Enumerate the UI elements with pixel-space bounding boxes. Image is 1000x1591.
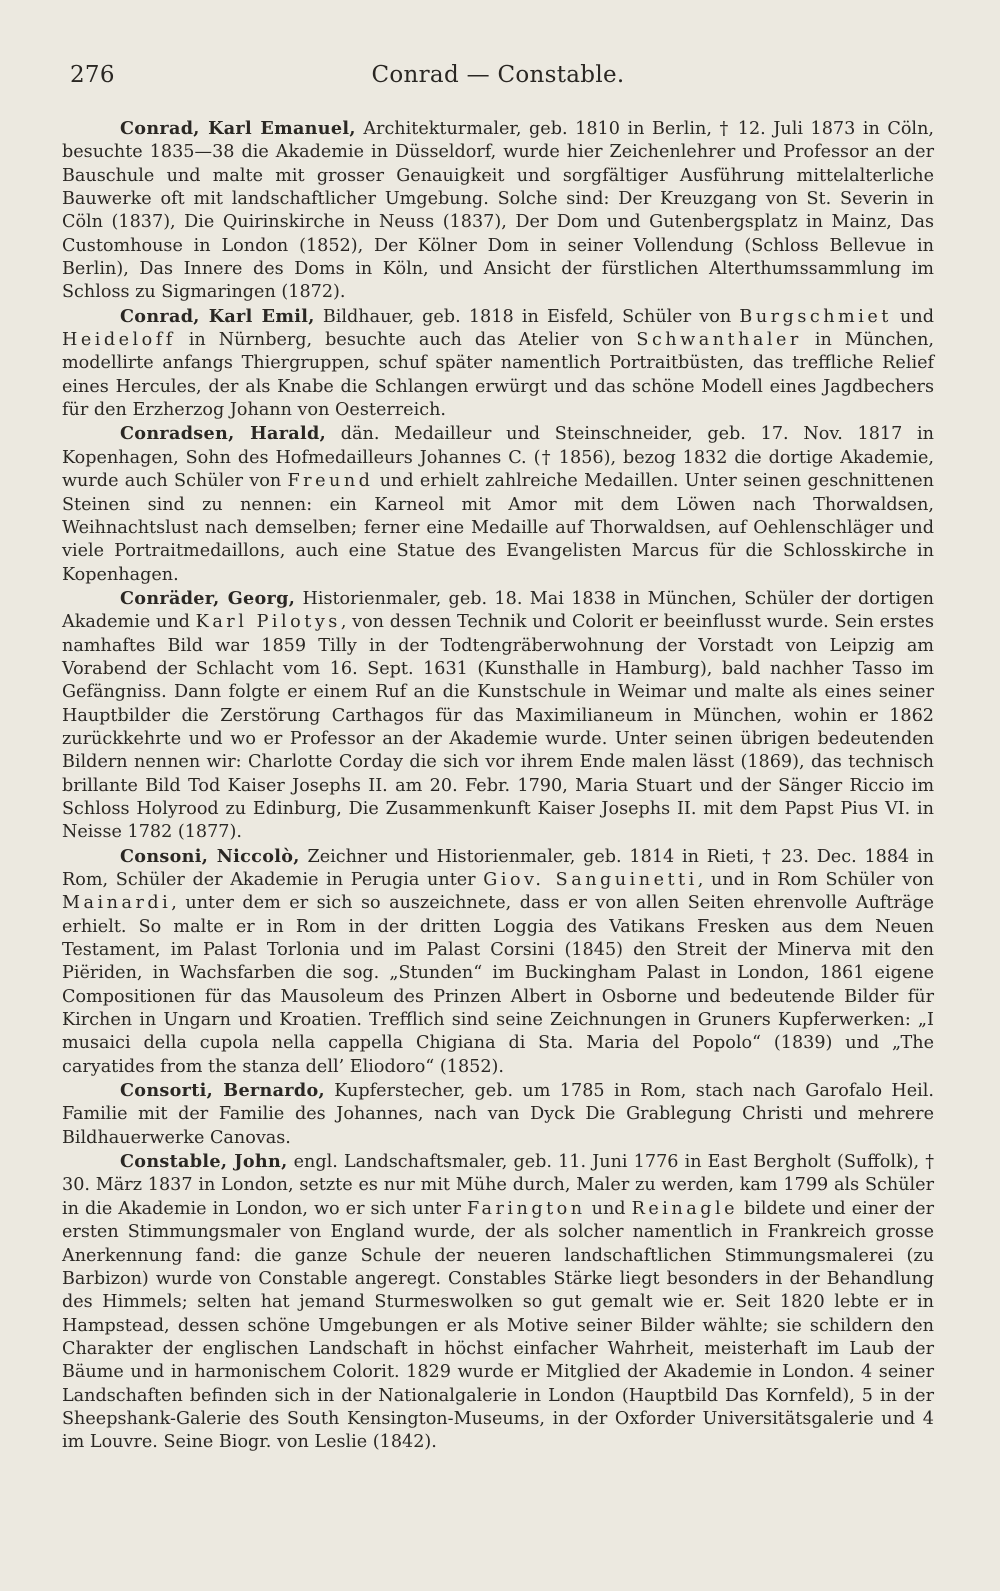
spaced-name: Schwanthaler [636, 330, 802, 351]
entry-text: , unter dem er sich so auszeichnete, dass er von allen Seiten ehrenvolle Aufträge erhielt. So malte er in Rom in der dritten Loggia des Vatikans Fresken aus dem Neuen Testament, im Palast Torlonia und im Palast Corsini (1845) den Streit der Minerva mit den Piëriden, in Wachsfarben die sog. „Stunden“ im Buckingham Palast in London, 1861 eigene Compositionen für das Mausoleum des Prinzen Albert in Osborne und bedeutende Bilder für Kirchen in Ungarn und Kroatien. Trefflich sind seine Zeichnungen in Gruners Kupferwerken: „I musaici della cupola nella cappella Chigiana di Sta. Maria del Popolo“ (1839) und „The caryatides from the stanza dell’ Eliodoro“ (1852). [62, 893, 934, 1077]
entry-consoni-niccolo [62, 845, 934, 1079]
spaced-name: Burgschmiet [739, 306, 892, 327]
spaced-name: Reinagle [631, 1198, 739, 1219]
entry-constable-john [62, 1150, 934, 1454]
entry-text: , von dessen Technik und Colorit er beeinflusst wurde. Sein erstes namhaftes Bild war 1859 Tilly in der Todtengräberwohnung der Vorstadt von Leipzig am Vorabend der Schlacht vom 16. Sept. 1631 (Kunsthalle in Hamburg), bald nachher Tasso im Gefängniss. Dann folgte er einem Ruf an die Kunstschule in Weimar und malte als eines seiner Hauptbilder die Zerstörung Carthagos für das Maximilianeum in München, wohin er 1862 zurückkehrte und wo er Professor an der Akademie wurde. Unter seinen übrigen bedeutenden Bildern nennen wir: Charlotte Corday die sich vor ihrem Ende malen lässt (1869), das technisch brillante Bild Tod Kaiser Josephs II. am 20. Febr. 1790, Maria Stuart und der Sänger Riccio im Schloss Holyrood zu Edinburg, Die Zusammenkunft Kaiser Josephs II. mit dem Papst Pius VI. in Neisse 1782 (1877). [62, 612, 934, 843]
spaced-name: Karl Pilotys [195, 612, 341, 633]
lexicon-body [62, 117, 934, 1455]
entry-conradsen-harald [62, 422, 934, 586]
entry-text: und [891, 306, 934, 327]
spaced-name: Freund [287, 471, 374, 492]
entry-text: Kupferstecher, geb. um 1785 in Rom, stach nach Garofalo Heil. Familie mit der Familie des Johannes, nach van Dyck Die Grablegung Christi und mehrere Bildhauerwerke Canovas. [62, 1081, 935, 1148]
page-number: 276 [70, 62, 115, 88]
entry-text: Historienmaler, geb. 18. Mai 1838 in München, Schüler der dortigen Akademie und [62, 588, 934, 633]
entry-text: und erhielt zahlreiche Medaillen. Unter seinen geschnittenen Steinen sind zu nennen: ein Karneol mit Amor mit dem Löwen nach Thorwaldsen, Weihnachtslust nach demselben; ferner eine Medaille auf Thorwaldsen, auf Oehlenschläger und viele Portraitmedaillons, auch eine Statue des Evangelisten Marcus für die Schlosskirche in Kopenhagen. [62, 471, 934, 585]
entry-conraeder-georg [62, 587, 934, 845]
entry-heading: Conrad, Karl Emil, [120, 305, 315, 327]
spaced-name: Mainardi [62, 893, 172, 914]
entry-text: in Nürnberg, besuchte auch das Atelier von [175, 330, 637, 351]
entry-conrad-karl-emanuel [62, 117, 934, 305]
entry-text: und [585, 1198, 632, 1219]
entry-text: Zeichner und Historienmaler, geb. 1814 in Rieti, † 23. Dec. 1884 in Rom, Schüler der Akademie in Perugia unter [62, 846, 934, 890]
spaced-name: Farington [466, 1198, 586, 1219]
entry-text: dän. Medailleur und Steinschneider, geb. 17. Nov. 1817 in Kopenhagen, Sohn des Hofmedailleurs Johannes C. († 1856), bezog 1832 die dortige Akademie, wurde auch Schüler von [62, 424, 935, 492]
running-head: Conrad — Constable. [371, 62, 625, 88]
entry-text: in München, modellirte anfangs Thiergruppen, schuf später namentlich Portraitbüsten, das treffliche Relief eines Hercules, der als Knabe die Schlangen erwürgt und das schöne Modell eines Jagdbechers für den Erzherzog Johann von Oesterreich. [62, 330, 934, 421]
entry-text: engl. Landschaftsmaler, geb. 11. Juni 1776 in East Bergholt (Suffolk), † 30. März 1837 in London, setzte es nur mit Mühe durch, Maler zu werden, kam 1799 als Schüler in die Akademie in London, wo er sich unter [62, 1152, 934, 1219]
entry-heading: Consorti, Bernardo, [120, 1080, 325, 1102]
entry-text: Bildhauer, geb. 1818 in Eisfeld, Schüler von [314, 306, 740, 327]
entry-consorti-bernardo [62, 1079, 934, 1150]
spaced-name: Giov. Sanguinetti [483, 870, 698, 890]
entry-text: bildete und einer der ersten Stimmungsmaler von England wurde, der als solcher namentlich in Frankreich grosse Anerkennung fand: die ganze Schule der neueren landschaftlichen Stimmungsmalerei (zu Barbizon) wurde von Constable angeregt. Constables Stärke liegt besonders in der Behandlung des Himmels; selten hat jemand Sturmeswolken so gut gemalt wie er. Seit 1820 lebte er in Hampstead, dessen schöne Umgebungen er als Motive seiner Bilder wählte; sie schildern den Charakter der englischen Landschaft in höchst einfacher Wahrheit, meisterhaft im Laub der Bäume und in harmonischem Colorit. 1829 wurde er Mitglied der Akademie in London. 4 seiner Landschaften befinden sich in der Nationalgalerie in London (Hauptbild Das Kornfeld), 5 in der Sheepshank-Galerie des South Kensington-Museums, in der Oxforder Universitätsgalerie und 4 im Louvre. Seine Biogr. von Leslie (1842). [62, 1198, 934, 1453]
entry-text: Architekturmaler, geb. 1810 in Berlin, † 12. Juli 1873 in Cöln, besuchte 1835—38 die Akademie in Düsseldorf, wurde hier Zeichenlehrer und Professor an der Bauschule und malte mit grosser Genauigkeit und sorgfältiger Ausführung mittelalterliche Bauwerke oft mit landschaftlicher Umgebung. Solche sind: Der Kreuzgang von St. Severin in Cöln (1837), Die Quirinskirche in Neuss (1837), Der Dom und Gutenbergsplatz in Mainz, Das Customhouse in London (1852), Der Kölner Dom in seiner Vollendung (Schloss Bellevue in Berlin), Das Innere des Doms in Köln, und Ansicht der fürstlichen Alterthumssammlung im Schloss zu Sigmaringen (1872). [62, 119, 934, 303]
entry-conrad-karl-emil [62, 305, 934, 423]
entry-heading: Conräder, Georg, [120, 587, 296, 609]
entry-text: , und in Rom Schüler von [697, 870, 934, 890]
spaced-name: Heideloff [62, 330, 176, 351]
page-header [62, 62, 934, 92]
entry-heading: Conradsen, Harald, [120, 423, 326, 445]
entry-heading: Consoni, Niccolò, [120, 845, 300, 867]
entry-heading: Constable, John, [120, 1151, 288, 1173]
entry-heading: Conrad, Karl Emanuel, [120, 118, 356, 139]
